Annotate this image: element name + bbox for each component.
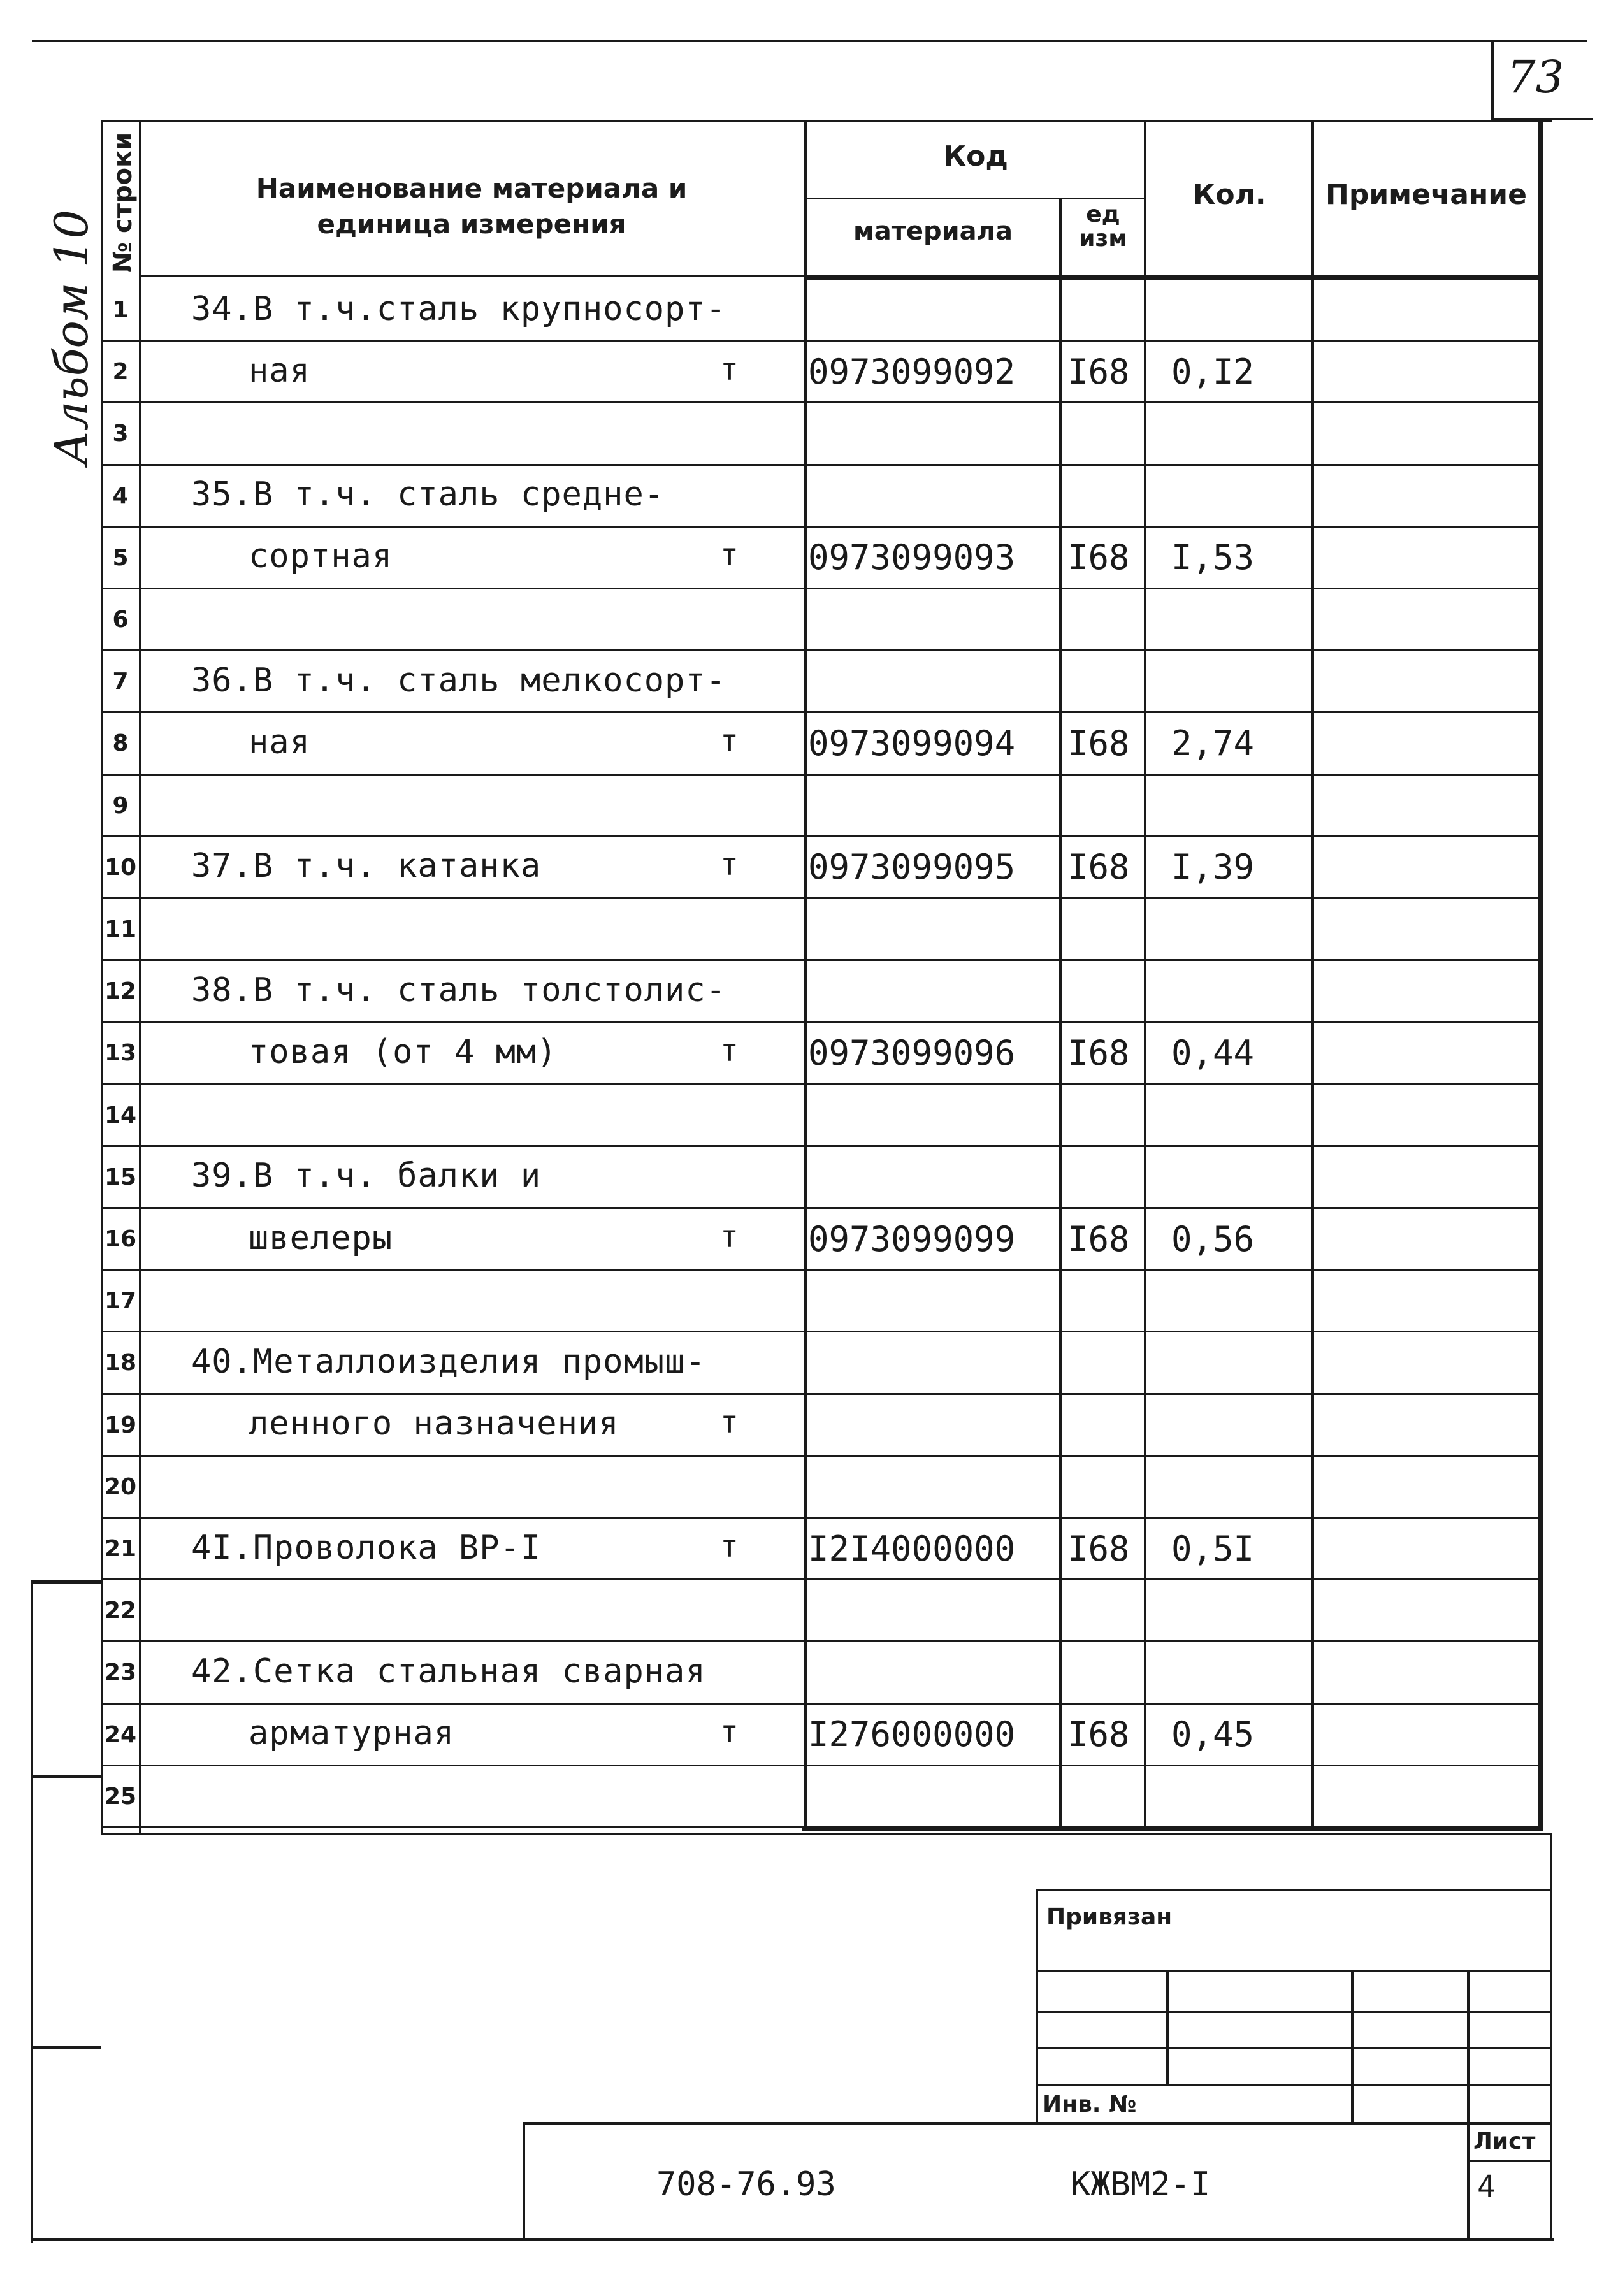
row-name: 38.В т.ч. сталь толстолис-	[191, 971, 726, 1009]
code-left-border	[804, 120, 807, 1831]
row-name: швелеры	[249, 1219, 393, 1257]
row-qty: I,53	[1171, 537, 1255, 577]
row-divider	[101, 1083, 1541, 1085]
stamp-rule-4	[1038, 2084, 1552, 2086]
row-unit: т	[720, 847, 739, 883]
row-number: 9	[112, 793, 129, 819]
row-number: 11	[104, 916, 137, 942]
stamp-rule-2	[1038, 2011, 1552, 2013]
row-divider	[101, 1145, 1541, 1147]
row-name: 37.В т.ч. катанка	[191, 847, 542, 885]
row-unit: т	[720, 723, 739, 759]
row-code: 0973099099	[808, 1219, 1016, 1259]
row-name: сортная	[249, 537, 393, 575]
header-code-unit-line2: изм	[1079, 226, 1127, 252]
row-qty: 0,45	[1171, 1714, 1255, 1754]
row-number: 17	[104, 1288, 137, 1314]
row-name: 40.Металлоизделия промыш-	[191, 1343, 706, 1381]
doc-block-top-rule	[523, 2122, 1552, 2125]
header-bottom-rule-bold	[804, 275, 1543, 280]
row-name: арматурная	[249, 1714, 455, 1752]
header-name	[147, 171, 797, 242]
row-number: 24	[104, 1722, 137, 1748]
row-number: 2	[112, 359, 129, 385]
stamp-left-rule	[1036, 1889, 1038, 2125]
binding-margin-tick-3	[31, 2046, 101, 2049]
row-qty: 0,44	[1171, 1033, 1255, 1073]
row-divider	[101, 1640, 1541, 1642]
row-unit-code: I68	[1067, 723, 1130, 763]
row-name: 42.Сетка стальная сварная	[191, 1652, 706, 1691]
row-divider	[101, 588, 1541, 589]
row-number: 7	[112, 668, 129, 695]
row-unit: т	[720, 1714, 739, 1750]
row-number: 21	[104, 1536, 137, 1562]
header-row-number: № строки	[108, 132, 138, 273]
row-name: ленного назначения	[249, 1404, 619, 1443]
row-name: 4I.Проволока ВР-I	[191, 1529, 542, 1567]
page-bottom-rule	[31, 2238, 1554, 2241]
row-divider	[101, 1207, 1541, 1209]
row-divider	[101, 1578, 1541, 1580]
row-unit-code: I68	[1067, 847, 1130, 887]
row-number: 8	[112, 730, 129, 756]
stamp-col-1	[1166, 1970, 1169, 2085]
row-number: 23	[104, 1659, 137, 1686]
header-code-material: материала	[853, 217, 1013, 246]
row-divider	[101, 340, 1541, 342]
row-name: товая (от 4 мм)	[249, 1033, 558, 1071]
row-name: 34.В т.ч.сталь крупносорт-	[191, 290, 726, 328]
row-unit: т	[720, 1219, 739, 1255]
stamp-col-3	[1467, 1970, 1470, 2241]
row-number: 12	[104, 978, 137, 1004]
row-number: 10	[104, 855, 137, 881]
stamp-col-2	[1351, 1970, 1354, 2123]
row-number: 18	[104, 1350, 137, 1376]
header-note: Примечание	[1325, 178, 1527, 211]
row-number: 5	[112, 545, 129, 571]
header-code: Код	[943, 140, 1008, 173]
stamp-sheet-number: 4	[1477, 2169, 1496, 2205]
note-left-border	[1311, 120, 1314, 1831]
stamp-rule-3	[1038, 2047, 1552, 2049]
code-subheader-rule	[807, 198, 1145, 199]
row-divider	[101, 401, 1541, 403]
row-number: 14	[104, 1102, 137, 1129]
row-code: I2I4000000	[808, 1529, 1016, 1569]
row-divider	[101, 1455, 1541, 1457]
row-qty: I,39	[1171, 847, 1255, 887]
binding-margin-tick-1	[31, 1580, 101, 1584]
header-qty: Кол.	[1192, 178, 1266, 211]
row-divider	[101, 897, 1541, 899]
row-code: 0973099096	[808, 1033, 1016, 1073]
row-code: 0973099092	[808, 352, 1016, 392]
row-divider	[101, 835, 1541, 837]
sheet-label-rule	[1470, 2160, 1552, 2162]
stamp-bound-label: Привязан	[1046, 1904, 1173, 1930]
row-divider	[101, 1021, 1541, 1023]
binding-margin-line	[31, 1580, 33, 2243]
row-name: 39.В т.ч. балки и	[191, 1157, 542, 1195]
row-divider	[101, 464, 1541, 466]
row-number: 25	[104, 1784, 137, 1810]
row-unit-code: I68	[1067, 537, 1130, 577]
row-code: 0973099093	[808, 537, 1016, 577]
row-qty: 0,I2	[1171, 352, 1255, 392]
table-top-border	[101, 120, 1552, 122]
stamp-inv-label: Инв. №	[1043, 2091, 1137, 2118]
row-divider	[101, 959, 1541, 961]
row-code: 0973099095	[808, 847, 1016, 887]
stamp-sheet-label: Лист	[1473, 2128, 1536, 2155]
qty-left-border	[1144, 120, 1146, 1831]
row-unit-code: I68	[1067, 352, 1130, 392]
row-unit-code: I68	[1067, 1033, 1130, 1073]
header-bottom-rule	[139, 275, 805, 277]
row-unit: т	[720, 1033, 739, 1069]
album-label: Альбом 10	[45, 209, 98, 465]
row-divider	[101, 1331, 1541, 1332]
row-number: 16	[104, 1226, 137, 1252]
header-code-unit-line1: ед	[1086, 201, 1120, 227]
row-divider	[101, 1269, 1541, 1271]
row-divider	[101, 774, 1541, 776]
row-code: 0973099094	[808, 723, 1016, 763]
row-number: 3	[112, 421, 129, 447]
row-unit: т	[720, 1529, 739, 1564]
row-name: 36.В т.ч. сталь мелкосорт-	[191, 661, 726, 700]
stamp-rule-1	[1038, 1970, 1552, 1972]
row-number: 6	[112, 607, 129, 633]
header-name-line2: единица измерения	[317, 208, 626, 240]
row-unit-code: I68	[1067, 1714, 1130, 1754]
row-name: ная	[249, 352, 310, 390]
row-divider	[101, 711, 1541, 713]
doc-block-left-rule	[523, 2122, 525, 2241]
stamp-doc-code: КЖВМ2-I	[1071, 2165, 1211, 2204]
binding-margin-tick-2	[31, 1775, 101, 1778]
row-number: 22	[104, 1598, 137, 1624]
row-unit-code: I68	[1067, 1529, 1130, 1569]
top-rule	[32, 40, 1587, 42]
page-number: 73	[1507, 51, 1564, 103]
row-number: 1	[112, 297, 129, 323]
header-name-line1: Наименование материала и	[256, 173, 688, 204]
stamp-top-rule	[1036, 1889, 1552, 1891]
row-number: 13	[104, 1040, 137, 1066]
row-divider	[101, 526, 1541, 528]
row-divider	[101, 1703, 1541, 1705]
row-number: 15	[104, 1164, 137, 1190]
row-divider	[101, 649, 1541, 651]
row-code: I276000000	[808, 1714, 1016, 1754]
row-qty: 2,74	[1171, 723, 1255, 763]
row-qty: 0,5I	[1171, 1529, 1255, 1569]
page-number-box-divider	[1491, 40, 1494, 119]
row-divider	[101, 1393, 1541, 1395]
row-number: 4	[112, 483, 129, 509]
table-right-border	[1538, 120, 1543, 1831]
row-name: 35.В т.ч. сталь средне-	[191, 475, 665, 514]
row-unit: т	[720, 352, 739, 387]
row-number: 20	[104, 1474, 137, 1500]
ed-left-border	[1059, 198, 1062, 1831]
row-number: 19	[104, 1412, 137, 1438]
page-right-rule	[1550, 1833, 1552, 2241]
row-name: ная	[249, 723, 310, 762]
row-divider	[101, 1517, 1541, 1519]
row-divider	[101, 1765, 1541, 1766]
row-divider	[101, 1826, 1541, 1828]
row-unit: т	[720, 1404, 739, 1440]
table-bottom-rule	[101, 1833, 1552, 1835]
header-code-unit	[1062, 203, 1145, 251]
row-unit-code: I68	[1067, 1219, 1130, 1259]
row-unit: т	[720, 537, 739, 573]
row-qty: 0,56	[1171, 1219, 1255, 1259]
stamp-doc-number: 708-76.93	[656, 2165, 836, 2204]
